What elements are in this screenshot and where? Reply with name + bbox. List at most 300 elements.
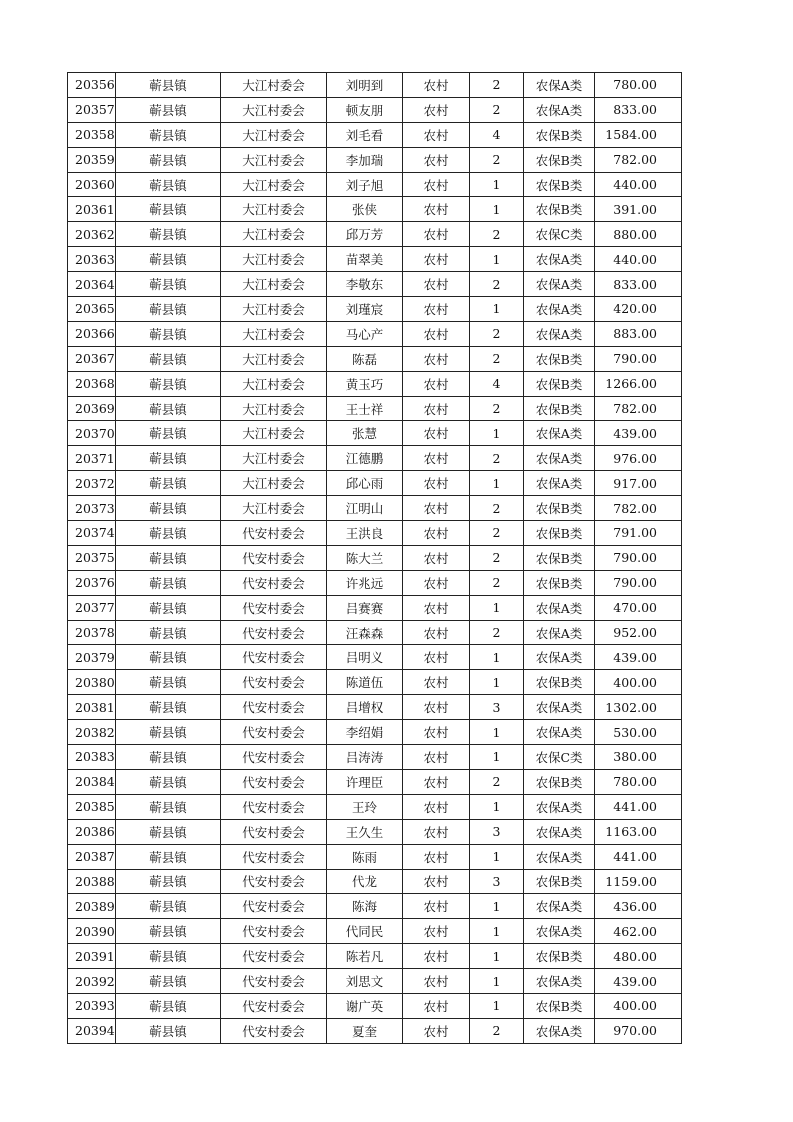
table-row (68, 645, 682, 670)
insurance-category-cell: 农保A类 (524, 844, 595, 869)
household-size-cell: 1 (470, 247, 524, 272)
record-id-cell: 20385 (68, 794, 116, 819)
amount-cell: 976.00 (595, 446, 682, 471)
amount-cell: 1163.00 (595, 819, 682, 844)
insurance-category-cell: 农保B类 (524, 869, 595, 894)
table-row (68, 73, 682, 98)
insurance-category-cell: 农保A类 (524, 695, 595, 720)
table-row (68, 670, 682, 695)
insurance-category-cell: 农保A类 (524, 794, 595, 819)
person-name-cell: 夏奎 (327, 1018, 403, 1043)
household-type-cell: 农村 (403, 969, 470, 994)
household-size-cell: 2 (470, 521, 524, 546)
amount-cell: 790.00 (595, 346, 682, 371)
table-row (68, 720, 682, 745)
insurance-category-cell: 农保B类 (524, 396, 595, 421)
insurance-category-cell: 农保C类 (524, 745, 595, 770)
record-id-cell: 20373 (68, 496, 116, 521)
town-cell: 蕲县镇 (116, 819, 221, 844)
household-type-cell: 农村 (403, 769, 470, 794)
village-committee-cell: 代安村委会 (221, 894, 327, 919)
village-committee-cell: 代安村委会 (221, 794, 327, 819)
person-name-cell: 吕明义 (327, 645, 403, 670)
record-id-cell: 20393 (68, 993, 116, 1018)
household-type-cell: 农村 (403, 819, 470, 844)
household-size-cell: 2 (470, 396, 524, 421)
amount-cell: 380.00 (595, 745, 682, 770)
amount-cell: 952.00 (595, 620, 682, 645)
person-name-cell: 王久生 (327, 819, 403, 844)
village-committee-cell: 代安村委会 (221, 769, 327, 794)
household-size-cell: 1 (470, 894, 524, 919)
village-committee-cell: 大江村委会 (221, 122, 327, 147)
town-cell: 蕲县镇 (116, 894, 221, 919)
insurance-category-cell: 农保B类 (524, 993, 595, 1018)
insurance-category-cell: 农保A类 (524, 620, 595, 645)
amount-cell: 791.00 (595, 521, 682, 546)
village-committee-cell: 代安村委会 (221, 670, 327, 695)
person-name-cell: 苗翠美 (327, 247, 403, 272)
village-committee-cell: 代安村委会 (221, 645, 327, 670)
town-cell: 蕲县镇 (116, 396, 221, 421)
table-row (68, 993, 682, 1018)
amount-cell: 439.00 (595, 645, 682, 670)
record-id-cell: 20388 (68, 869, 116, 894)
insurance-category-cell: 农保B类 (524, 122, 595, 147)
insurance-category-cell: 农保A类 (524, 720, 595, 745)
household-type-cell: 农村 (403, 172, 470, 197)
person-name-cell: 王士祥 (327, 396, 403, 421)
household-type-cell: 农村 (403, 471, 470, 496)
household-size-cell: 1 (470, 197, 524, 222)
household-type-cell: 农村 (403, 794, 470, 819)
town-cell: 蕲县镇 (116, 745, 221, 770)
household-type-cell: 农村 (403, 247, 470, 272)
village-committee-cell: 大江村委会 (221, 297, 327, 322)
amount-cell: 782.00 (595, 396, 682, 421)
person-name-cell: 谢广英 (327, 993, 403, 1018)
insurance-category-cell: 农保A类 (524, 595, 595, 620)
record-id-cell: 20376 (68, 570, 116, 595)
record-id-cell: 20361 (68, 197, 116, 222)
table-row (68, 197, 682, 222)
household-type-cell: 农村 (403, 944, 470, 969)
table-row (68, 122, 682, 147)
record-id-cell: 20372 (68, 471, 116, 496)
town-cell: 蕲县镇 (116, 620, 221, 645)
insurance-category-cell: 农保A类 (524, 272, 595, 297)
table-row (68, 272, 682, 297)
household-type-cell: 农村 (403, 496, 470, 521)
insurance-category-cell: 农保A类 (524, 645, 595, 670)
amount-cell: 917.00 (595, 471, 682, 496)
amount-cell: 790.00 (595, 545, 682, 570)
person-name-cell: 顿友朋 (327, 97, 403, 122)
insurance-category-cell: 农保A类 (524, 919, 595, 944)
household-type-cell: 农村 (403, 545, 470, 570)
record-id-cell: 20357 (68, 97, 116, 122)
village-committee-cell: 代安村委会 (221, 521, 327, 546)
village-committee-cell: 代安村委会 (221, 993, 327, 1018)
household-type-cell: 农村 (403, 620, 470, 645)
roster-table (67, 72, 682, 1044)
table-row (68, 371, 682, 396)
table-row (68, 745, 682, 770)
amount-cell: 790.00 (595, 570, 682, 595)
table-row (68, 595, 682, 620)
household-type-cell: 农村 (403, 297, 470, 322)
village-committee-cell: 大江村委会 (221, 421, 327, 446)
village-committee-cell: 大江村委会 (221, 471, 327, 496)
insurance-category-cell: 农保A类 (524, 321, 595, 346)
insurance-category-cell: 农保A类 (524, 894, 595, 919)
person-name-cell: 刘瑾宸 (327, 297, 403, 322)
record-id-cell: 20375 (68, 545, 116, 570)
insurance-category-cell: 农保A类 (524, 1018, 595, 1043)
amount-cell: 1159.00 (595, 869, 682, 894)
insurance-category-cell: 农保A类 (524, 421, 595, 446)
town-cell: 蕲县镇 (116, 521, 221, 546)
insurance-category-cell: 农保B类 (524, 521, 595, 546)
amount-cell: 441.00 (595, 794, 682, 819)
amount-cell: 530.00 (595, 720, 682, 745)
household-size-cell: 2 (470, 73, 524, 98)
household-size-cell: 2 (470, 272, 524, 297)
amount-cell: 400.00 (595, 993, 682, 1018)
village-committee-cell: 大江村委会 (221, 97, 327, 122)
household-size-cell: 2 (470, 97, 524, 122)
household-size-cell: 2 (470, 1018, 524, 1043)
record-id-cell: 20381 (68, 695, 116, 720)
amount-cell: 391.00 (595, 197, 682, 222)
table-row (68, 222, 682, 247)
table-row (68, 321, 682, 346)
household-type-cell: 农村 (403, 1018, 470, 1043)
person-name-cell: 吕涛涛 (327, 745, 403, 770)
person-name-cell: 刘毛看 (327, 122, 403, 147)
household-type-cell: 农村 (403, 595, 470, 620)
village-committee-cell: 大江村委会 (221, 321, 327, 346)
amount-cell: 440.00 (595, 172, 682, 197)
table-row (68, 869, 682, 894)
village-committee-cell: 大江村委会 (221, 496, 327, 521)
village-committee-cell: 大江村委会 (221, 172, 327, 197)
person-name-cell: 江明山 (327, 496, 403, 521)
household-size-cell: 1 (470, 944, 524, 969)
household-type-cell: 农村 (403, 73, 470, 98)
town-cell: 蕲县镇 (116, 496, 221, 521)
table-row (68, 172, 682, 197)
table-row (68, 819, 682, 844)
table-row (68, 496, 682, 521)
household-size-cell: 3 (470, 695, 524, 720)
household-size-cell: 1 (470, 720, 524, 745)
amount-cell: 1266.00 (595, 371, 682, 396)
person-name-cell: 代龙 (327, 869, 403, 894)
village-committee-cell: 大江村委会 (221, 147, 327, 172)
insurance-category-cell: 农保B类 (524, 197, 595, 222)
table-row (68, 396, 682, 421)
amount-cell: 470.00 (595, 595, 682, 620)
town-cell: 蕲县镇 (116, 969, 221, 994)
household-size-cell: 1 (470, 172, 524, 197)
household-type-cell: 农村 (403, 745, 470, 770)
person-name-cell: 邱心雨 (327, 471, 403, 496)
record-id-cell: 20379 (68, 645, 116, 670)
household-type-cell: 农村 (403, 869, 470, 894)
amount-cell: 780.00 (595, 73, 682, 98)
table-row (68, 794, 682, 819)
household-size-cell: 2 (470, 222, 524, 247)
insurance-category-cell: 农保B类 (524, 570, 595, 595)
amount-cell: 420.00 (595, 297, 682, 322)
town-cell: 蕲县镇 (116, 197, 221, 222)
village-committee-cell: 代安村委会 (221, 944, 327, 969)
insurance-category-cell: 农保A类 (524, 297, 595, 322)
household-type-cell: 农村 (403, 147, 470, 172)
household-type-cell: 农村 (403, 894, 470, 919)
town-cell: 蕲县镇 (116, 247, 221, 272)
table-row (68, 919, 682, 944)
household-size-cell: 2 (470, 346, 524, 371)
household-type-cell: 农村 (403, 993, 470, 1018)
record-id-cell: 20378 (68, 620, 116, 645)
town-cell: 蕲县镇 (116, 695, 221, 720)
household-type-cell: 农村 (403, 197, 470, 222)
person-name-cell: 吕赛赛 (327, 595, 403, 620)
person-name-cell: 陈大兰 (327, 545, 403, 570)
household-size-cell: 2 (470, 545, 524, 570)
household-size-cell: 1 (470, 421, 524, 446)
household-type-cell: 农村 (403, 844, 470, 869)
town-cell: 蕲县镇 (116, 570, 221, 595)
household-type-cell: 农村 (403, 919, 470, 944)
town-cell: 蕲县镇 (116, 794, 221, 819)
town-cell: 蕲县镇 (116, 147, 221, 172)
village-committee-cell: 代安村委会 (221, 720, 327, 745)
household-size-cell: 1 (470, 844, 524, 869)
record-id-cell: 20371 (68, 446, 116, 471)
town-cell: 蕲县镇 (116, 645, 221, 670)
town-cell: 蕲县镇 (116, 844, 221, 869)
village-committee-cell: 大江村委会 (221, 197, 327, 222)
amount-cell: 833.00 (595, 272, 682, 297)
household-type-cell: 农村 (403, 645, 470, 670)
village-committee-cell: 大江村委会 (221, 446, 327, 471)
table-row (68, 446, 682, 471)
town-cell: 蕲县镇 (116, 222, 221, 247)
table-row (68, 844, 682, 869)
town-cell: 蕲县镇 (116, 73, 221, 98)
record-id-cell: 20390 (68, 919, 116, 944)
record-id-cell: 20377 (68, 595, 116, 620)
insurance-category-cell: 农保A类 (524, 969, 595, 994)
amount-cell: 439.00 (595, 421, 682, 446)
household-type-cell: 农村 (403, 695, 470, 720)
amount-cell: 440.00 (595, 247, 682, 272)
table-row (68, 521, 682, 546)
household-size-cell: 2 (470, 446, 524, 471)
table-row (68, 147, 682, 172)
amount-cell: 880.00 (595, 222, 682, 247)
record-id-cell: 20370 (68, 421, 116, 446)
person-name-cell: 张侠 (327, 197, 403, 222)
household-type-cell: 农村 (403, 97, 470, 122)
record-id-cell: 20391 (68, 944, 116, 969)
table-row (68, 545, 682, 570)
insurance-category-cell: 农保A类 (524, 247, 595, 272)
table-row (68, 570, 682, 595)
record-id-cell: 20363 (68, 247, 116, 272)
person-name-cell: 刘子旭 (327, 172, 403, 197)
table-row (68, 346, 682, 371)
person-name-cell: 李敬东 (327, 272, 403, 297)
record-id-cell: 20356 (68, 73, 116, 98)
household-size-cell: 2 (470, 147, 524, 172)
household-type-cell: 农村 (403, 122, 470, 147)
person-name-cell: 李加瑞 (327, 147, 403, 172)
town-cell: 蕲县镇 (116, 944, 221, 969)
table-row (68, 695, 682, 720)
household-type-cell: 农村 (403, 720, 470, 745)
person-name-cell: 陈海 (327, 894, 403, 919)
table-row (68, 620, 682, 645)
record-id-cell: 20383 (68, 745, 116, 770)
town-cell: 蕲县镇 (116, 769, 221, 794)
insurance-category-cell: 农保B类 (524, 496, 595, 521)
village-committee-cell: 代安村委会 (221, 969, 327, 994)
village-committee-cell: 代安村委会 (221, 1018, 327, 1043)
town-cell: 蕲县镇 (116, 297, 221, 322)
household-size-cell: 1 (470, 745, 524, 770)
person-name-cell: 代同民 (327, 919, 403, 944)
table-row (68, 97, 682, 122)
town-cell: 蕲县镇 (116, 346, 221, 371)
record-id-cell: 20358 (68, 122, 116, 147)
town-cell: 蕲县镇 (116, 446, 221, 471)
village-committee-cell: 代安村委会 (221, 570, 327, 595)
insurance-category-cell: 农保B类 (524, 944, 595, 969)
amount-cell: 970.00 (595, 1018, 682, 1043)
record-id-cell: 20394 (68, 1018, 116, 1043)
household-size-cell: 1 (470, 471, 524, 496)
person-name-cell: 陈雨 (327, 844, 403, 869)
town-cell: 蕲县镇 (116, 670, 221, 695)
household-size-cell: 1 (470, 919, 524, 944)
person-name-cell: 陈若凡 (327, 944, 403, 969)
table-row (68, 471, 682, 496)
record-id-cell: 20384 (68, 769, 116, 794)
insurance-category-cell: 农保A类 (524, 97, 595, 122)
amount-cell: 782.00 (595, 147, 682, 172)
village-committee-cell: 代安村委会 (221, 695, 327, 720)
household-size-cell: 1 (470, 645, 524, 670)
record-id-cell: 20360 (68, 172, 116, 197)
person-name-cell: 吕增权 (327, 695, 403, 720)
person-name-cell: 许兆远 (327, 570, 403, 595)
table-row (68, 421, 682, 446)
person-name-cell: 邱万芳 (327, 222, 403, 247)
village-committee-cell: 大江村委会 (221, 396, 327, 421)
household-type-cell: 农村 (403, 446, 470, 471)
table-row (68, 1018, 682, 1043)
village-committee-cell: 代安村委会 (221, 745, 327, 770)
insurance-category-cell: 农保B类 (524, 172, 595, 197)
amount-cell: 439.00 (595, 969, 682, 994)
household-type-cell: 农村 (403, 371, 470, 396)
person-name-cell: 刘思文 (327, 969, 403, 994)
record-id-cell: 20359 (68, 147, 116, 172)
insurance-category-cell: 农保A类 (524, 73, 595, 98)
insurance-category-cell: 农保B类 (524, 670, 595, 695)
town-cell: 蕲县镇 (116, 421, 221, 446)
insurance-category-cell: 农保B类 (524, 147, 595, 172)
record-id-cell: 20382 (68, 720, 116, 745)
household-size-cell: 1 (470, 993, 524, 1018)
household-size-cell: 1 (470, 670, 524, 695)
record-id-cell: 20369 (68, 396, 116, 421)
record-id-cell: 20362 (68, 222, 116, 247)
person-name-cell: 陈磊 (327, 346, 403, 371)
roster-body (68, 73, 682, 1044)
record-id-cell: 20366 (68, 321, 116, 346)
town-cell: 蕲县镇 (116, 122, 221, 147)
household-size-cell: 4 (470, 371, 524, 396)
household-size-cell: 1 (470, 297, 524, 322)
household-type-cell: 农村 (403, 670, 470, 695)
household-type-cell: 农村 (403, 396, 470, 421)
town-cell: 蕲县镇 (116, 1018, 221, 1043)
person-name-cell: 张慧 (327, 421, 403, 446)
village-committee-cell: 大江村委会 (221, 346, 327, 371)
village-committee-cell: 大江村委会 (221, 371, 327, 396)
insurance-category-cell: 农保B类 (524, 545, 595, 570)
village-committee-cell: 大江村委会 (221, 247, 327, 272)
household-type-cell: 农村 (403, 222, 470, 247)
village-committee-cell: 代安村委会 (221, 620, 327, 645)
record-id-cell: 20368 (68, 371, 116, 396)
insurance-category-cell: 农保B类 (524, 371, 595, 396)
town-cell: 蕲县镇 (116, 272, 221, 297)
amount-cell: 782.00 (595, 496, 682, 521)
table-row (68, 769, 682, 794)
person-name-cell: 刘明到 (327, 73, 403, 98)
amount-cell: 1584.00 (595, 122, 682, 147)
town-cell: 蕲县镇 (116, 720, 221, 745)
table-row (68, 944, 682, 969)
person-name-cell: 许理臣 (327, 769, 403, 794)
record-id-cell: 20387 (68, 844, 116, 869)
record-id-cell: 20386 (68, 819, 116, 844)
village-committee-cell: 代安村委会 (221, 595, 327, 620)
household-size-cell: 2 (470, 321, 524, 346)
household-size-cell: 2 (470, 769, 524, 794)
village-committee-cell: 大江村委会 (221, 222, 327, 247)
insurance-category-cell: 农保A类 (524, 471, 595, 496)
household-size-cell: 2 (470, 496, 524, 521)
household-type-cell: 农村 (403, 272, 470, 297)
person-name-cell: 陈道伍 (327, 670, 403, 695)
person-name-cell: 汪森森 (327, 620, 403, 645)
person-name-cell: 李绍娟 (327, 720, 403, 745)
household-size-cell: 1 (470, 794, 524, 819)
amount-cell: 480.00 (595, 944, 682, 969)
table-row (68, 894, 682, 919)
record-id-cell: 20380 (68, 670, 116, 695)
table-row (68, 297, 682, 322)
household-size-cell: 2 (470, 570, 524, 595)
amount-cell: 780.00 (595, 769, 682, 794)
